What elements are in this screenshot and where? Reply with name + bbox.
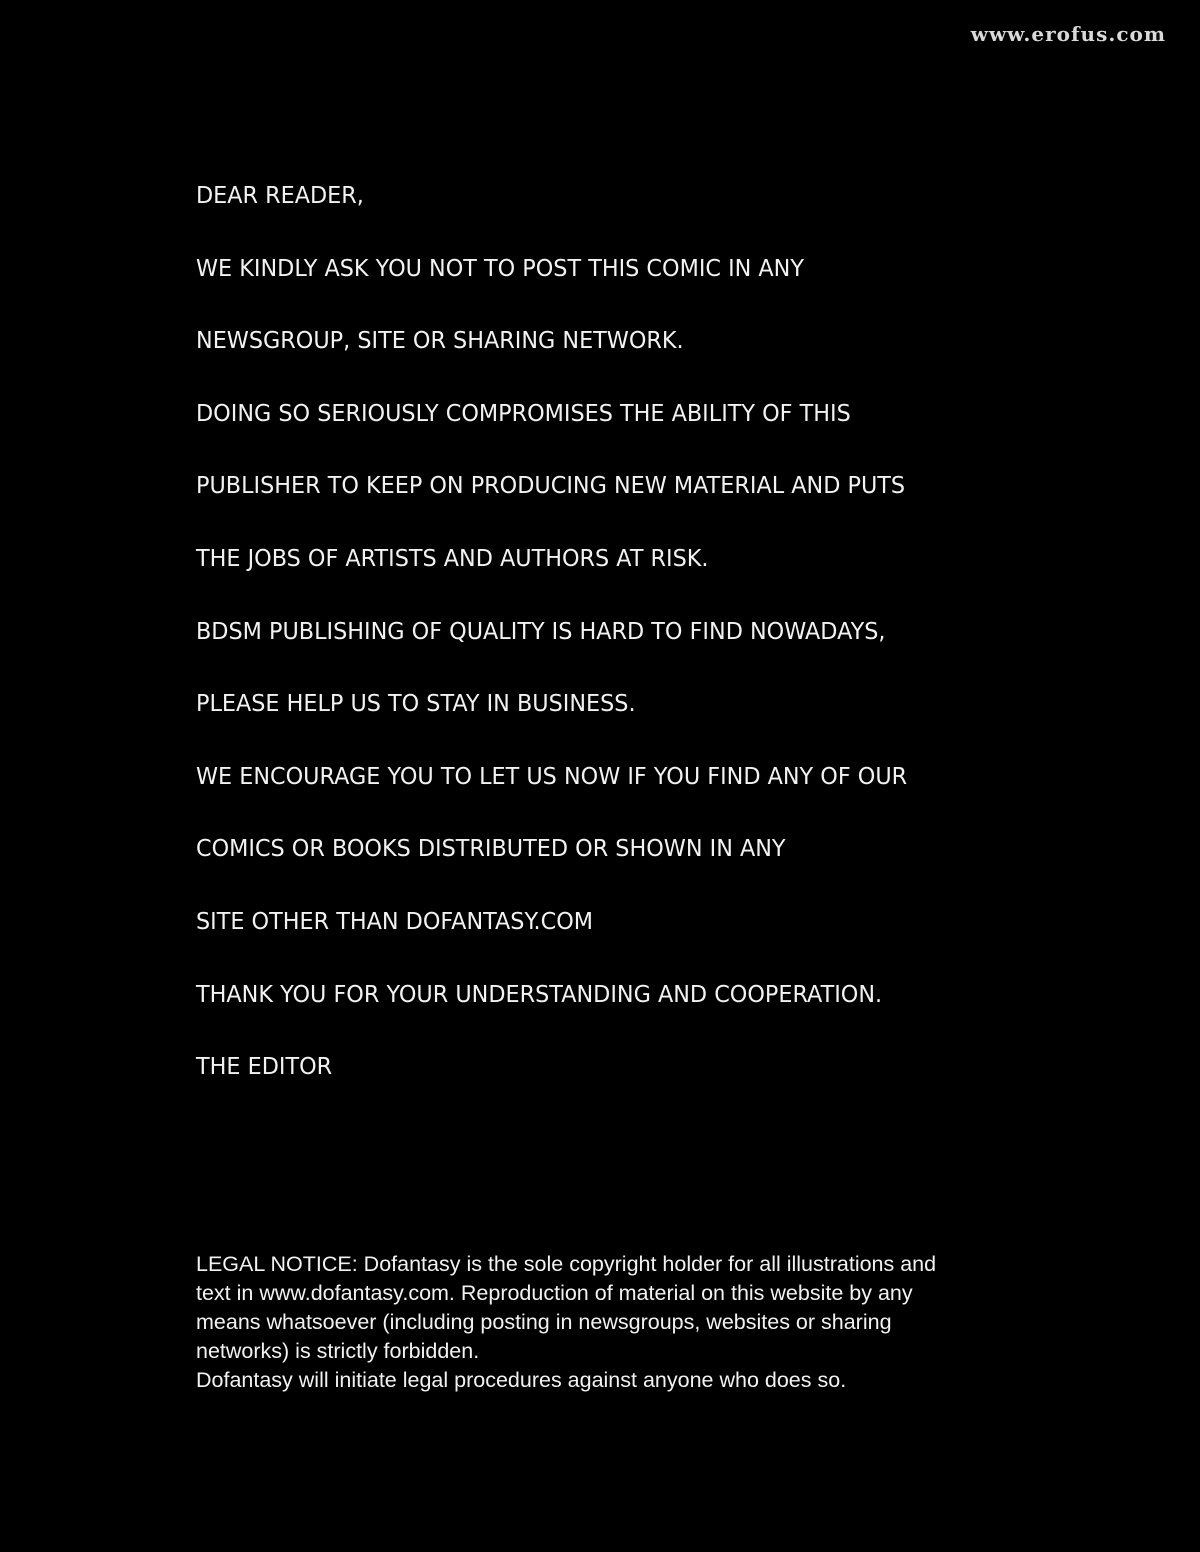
letter-line: BDSM PUBLISHING OF QUALITY IS HARD TO FIND NOWADAYS, <box>196 618 886 645</box>
legal-line: Dofantasy will initiate legal procedures against anyone who does so. <box>196 1368 847 1392</box>
letter-line: THANK YOU FOR YOUR UNDERSTANDING AND COOPERATION. <box>196 981 883 1008</box>
legal-line: means whatsoever (including posting in newsgroups, websites or sharing <box>196 1310 892 1334</box>
letter-line: DOING SO SERIOUSLY COMPROMISES THE ABILITY OF THIS <box>196 400 851 427</box>
watermark: www.erofus.com <box>970 22 1166 46</box>
legal-line: LEGAL NOTICE: Dofantasy is the sole copyright holder for all illustrations and <box>196 1252 937 1276</box>
letter-line: PLEASE HELP US TO STAY IN BUSINESS. <box>196 691 636 718</box>
letter-line: WE ENCOURAGE YOU TO LET US NOW IF YOU FIND ANY OF OUR <box>196 763 908 790</box>
legal-notice <box>196 1250 1076 1395</box>
legal-line: networks) is strictly forbidden. <box>196 1339 480 1363</box>
editor-letter <box>196 180 1096 1124</box>
letter-greeting: DEAR READER, <box>196 183 364 209</box>
legal-line: text in www.dofantasy.com. Reproduction of material on this website by any <box>196 1281 913 1305</box>
letter-line: NEWSGROUP, SITE OR SHARING NETWORK. <box>196 328 684 355</box>
letter-line: COMICS OR BOOKS DISTRIBUTED OR SHOWN IN ANY <box>196 836 786 863</box>
letter-line: PUBLISHER TO KEEP ON PRODUCING NEW MATERIAL AND PUTS <box>196 473 906 500</box>
letter-line: WE KINDLY ASK YOU NOT TO POST THIS COMIC IN ANY <box>196 255 805 282</box>
letter-line: SITE OTHER THAN DOFANTASY.COM <box>196 908 594 935</box>
letter-signature: THE EDITOR <box>196 1054 333 1081</box>
letter-line: THE JOBS OF ARTISTS AND AUTHORS AT RISK. <box>196 545 709 572</box>
